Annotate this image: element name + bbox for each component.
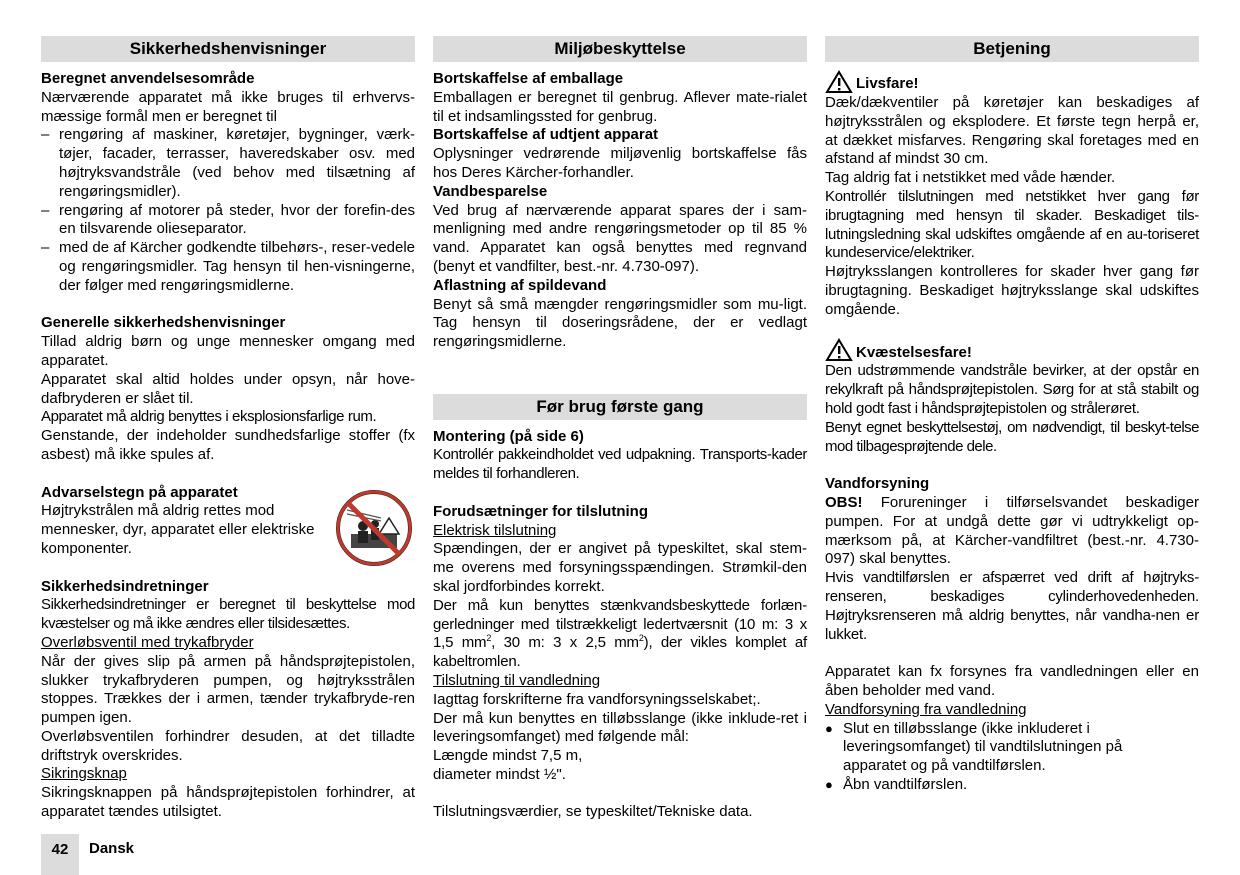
paragraph: Overløbsventilen forhindrer desuden, at det tilladte driftstryk overskrides. <box>41 727 415 764</box>
paragraph: Benyt egnet beskyttelsestøj, om nødvendigt, til beskyt-telse mod tilbagesprøjtende dele. <box>825 418 1199 455</box>
paragraph: Når der gives slip på armen på håndsprøjtepistolen, slukker trykafbryderen pumpen, og højtryksstrålen stoppes. Trækkes der i armen, tænder trykafbryde-ren pumpen igen. <box>41 652 415 727</box>
section-header-environment: Miljøbeskyttelse <box>433 36 807 62</box>
column-safety <box>41 36 415 822</box>
list-item: ● Åbn vandtilførslen. <box>825 776 1199 795</box>
subheading-safety-catch: Sikringsknap <box>41 765 127 783</box>
heading-packaging-disposal: Bortskaffelse af emballage <box>433 70 624 87</box>
paragraph: Apparatet må aldrig benyttes i eksplosionsfarlige rum. <box>41 408 377 426</box>
section-header-safety: Sikkerhedshenvisninger <box>41 36 415 62</box>
section-header-first-use: Før brug første gang <box>433 394 807 420</box>
paragraph: Kontrollér pakkeindholdet ved udpakning. Transports-kader meldes til forhandleren. <box>433 446 807 483</box>
paragraph: Højtrykstrålen må aldrig rettes mod mennesker, dyr, apparatet eller elektriske komponenter. <box>41 502 315 557</box>
subheading-overflow-valve: Overløbsventil med trykafbryder <box>41 633 254 651</box>
language-label: Dansk <box>89 840 135 857</box>
paragraph: Nærværende apparatet må ikke bruges til erhvervs-mæssige formål men er beregnet til <box>41 88 415 125</box>
column-environment <box>433 36 807 822</box>
paragraph: Tilslutningsværdier, se typeskiltet/Tekniske data. <box>433 803 753 821</box>
paragraph: Højtryksslangen kontrolleres for skader hver gang før ibrugtagning. Beskadiget højtryksslange skal udskiftes omgående. <box>825 263 1199 318</box>
heading-assembly: Montering (på side 6) <box>433 427 584 445</box>
heading-water-supply: Vandforsyning <box>825 475 930 493</box>
warning-danger-to-life: Livsfare! <box>825 70 1199 94</box>
warning-triangle-icon <box>825 338 853 362</box>
paragraph: Dæk/dækventiler på køretøjer kan beskadiges af højtryksstrålen og eksplodere. Et første tegn herpå er, at dækket misfarves. Rengøring skal foretages med en afstand af mindst 30 cm. <box>825 94 1199 168</box>
paragraph: Kontrollér tilslutningen med netstikket hver gang før ibrugtagning med hensyn til skader. Beskadiget tils-lutningsledning skal udskiftes omgående af en au-toriseret kundeservice/elektriker. <box>825 187 1199 262</box>
subheading-electrical: Elektrisk tilslutning <box>433 521 557 539</box>
heading-safety-devices: Sikkerhedsindretninger <box>41 577 209 595</box>
paragraph: Hvis vandtilførslen er afspærret ved drift af højtryks-renseren, beskadiges cylinderhovedenheden. Højtryksrenseren må aldrig benyttes, når vandha-nen er lukket. <box>825 569 1199 643</box>
warning-triangle-icon <box>825 70 853 94</box>
paragraph: Genstande, der indeholder sundhedsfarlige stoffer (fx asbest) må ikke spules af. <box>41 427 415 463</box>
paragraph: Apparatet skal altid holdes under opsyn, når hove-dafbryderen er slået til. <box>41 370 415 407</box>
heading-connection-requirements: Forudsætninger for tilslutning <box>433 502 648 520</box>
list-item: ● Slut en tilløbsslange (ikke inkluderet i leveringsomfanget) til vandtilslutningen på apparatet og på vandtilførslen. <box>825 720 1173 776</box>
paragraph: Den udstrømmende vandstråle bevirker, at der opstår en rekylkraft på håndsprøjtepistolen. Sørg for at stå stabilt og hold godt fast i håndsprøjtepistolen og strålerøret. <box>825 362 1199 417</box>
paragraph: Iagttag forskrifterne fra vandforsyningsselskabet;. <box>433 690 761 708</box>
paragraph: Længde mindst 7,5 m, <box>433 747 583 765</box>
paragraph: Tillad aldrig børn og unge mennesker omgang med apparatet. <box>41 333 415 369</box>
list-item: – med de af Kärcher godkendte tilbehørs-, reser-vedele og rengøringsmidler. Tag hensyn til hen-visningerne, der følger med rengøringsmidlerne. <box>41 239 415 295</box>
paragraph: Sikringsknappen på håndsprøjtepistolen forhindrer, at apparatet tændes utilsigtet. <box>41 784 415 821</box>
column-operation <box>825 36 1199 795</box>
paragraph: Spændingen, der er angivet på typeskiltet, skal stem-me overens med forsyningsspændingen. Strømkil-den skal jordforbindes korrekt. <box>433 540 807 595</box>
paragraph: OBS! Forureninger i tilførselsvandet beskadiger pumpen. For at undgå dette gør vi udtrykkeligt op-mærksom på, at Kärcher-vandfiltret (best.-nr. 4.730-097) skal benyttes. <box>825 493 1199 568</box>
heading-general-safety: Generelle sikkerhedshenvisninger <box>41 314 286 332</box>
warning-injury-risk: Kvæstelsesfare! <box>825 338 1199 362</box>
paragraph: Apparatet kan fx forsynes fra vandledningen eller en åben beholder med vand. <box>825 663 1199 699</box>
list-item: – rengøring af motorer på steder, hvor der forefin-des en tilsvarende olieseparator. <box>41 202 415 240</box>
section-header-operation: Betjening <box>825 36 1199 62</box>
heading-waste-water: Aflastning af spildevand <box>433 276 607 294</box>
paragraph: Tag aldrig fat i netstikket med våde hænder. <box>825 169 1116 187</box>
paragraph: diameter mindst ½". <box>433 765 566 783</box>
warning-sign-block <box>41 484 415 559</box>
subheading-water-from-mains: Vandforsyning fra vandledning <box>825 700 1027 718</box>
paragraph: Oplysninger vedrørende miljøvenlig bortskaffelse fås hos Deres Kärcher-forhandler. <box>433 145 807 181</box>
page-number: 42 <box>41 834 79 875</box>
paragraph: Sikkerhedsindretninger er beregnet til beskyttelse mod kvæstelser og må ikke ændres eller tilsidesættes. <box>41 596 415 633</box>
heading-device-disposal: Bortskaffelse af udtjent apparat <box>433 126 659 144</box>
paragraph: Der må kun benyttes en tilløbsslange (ikke inklude-ret i leveringsomfanget) med følgende mål: <box>433 709 807 746</box>
subheading-water-connection: Tilslutning til vandledning <box>433 671 601 689</box>
paragraph: Der må kun benyttes stænkvandsbeskyttede forlæn-gerledninger med tilstrækkeligt ledertværsnit (10 m: 3 x 1,5 $mm^2$, 30 m: 3 x 2,5 $mm^2$), der vikles komplet af kabeltromlen. <box>433 596 807 671</box>
list-item: – rengøring af maskiner, køretøjer, bygninger, værk-tøjer, facader, terrasser, haveredskaber osv. med højtryksvandstråle (ved behov med tilsætning af rengøringsmidler). <box>41 126 415 201</box>
heading-intended-use: Beregnet anvendelsesområde <box>41 70 255 87</box>
no-spray-warning-icon <box>333 488 415 568</box>
heading-water-saving: Vandbesparelse <box>433 182 548 200</box>
heading-warning-sign: Advarselstegn på apparatet <box>41 483 238 501</box>
paragraph: Emballagen er beregnet til genbrug. Aflever mate-rialet til et indsamlingssted for genbrug. <box>433 88 807 125</box>
paragraph: Ved brug af nærværende apparat spares der i sam-menligning med andre rengøringsmetoder op til 85 % vand. Apparatet kan også benyttes med regnvand (benyt et vandfilter, best.-nr. 4.730-097). <box>433 201 807 275</box>
paragraph: Benyt så små mængder rengøringsmidler som mu-ligt. Tag hensyn til doseringsrådene, der er vedlagt rengøringsmidlerne. <box>433 295 807 351</box>
